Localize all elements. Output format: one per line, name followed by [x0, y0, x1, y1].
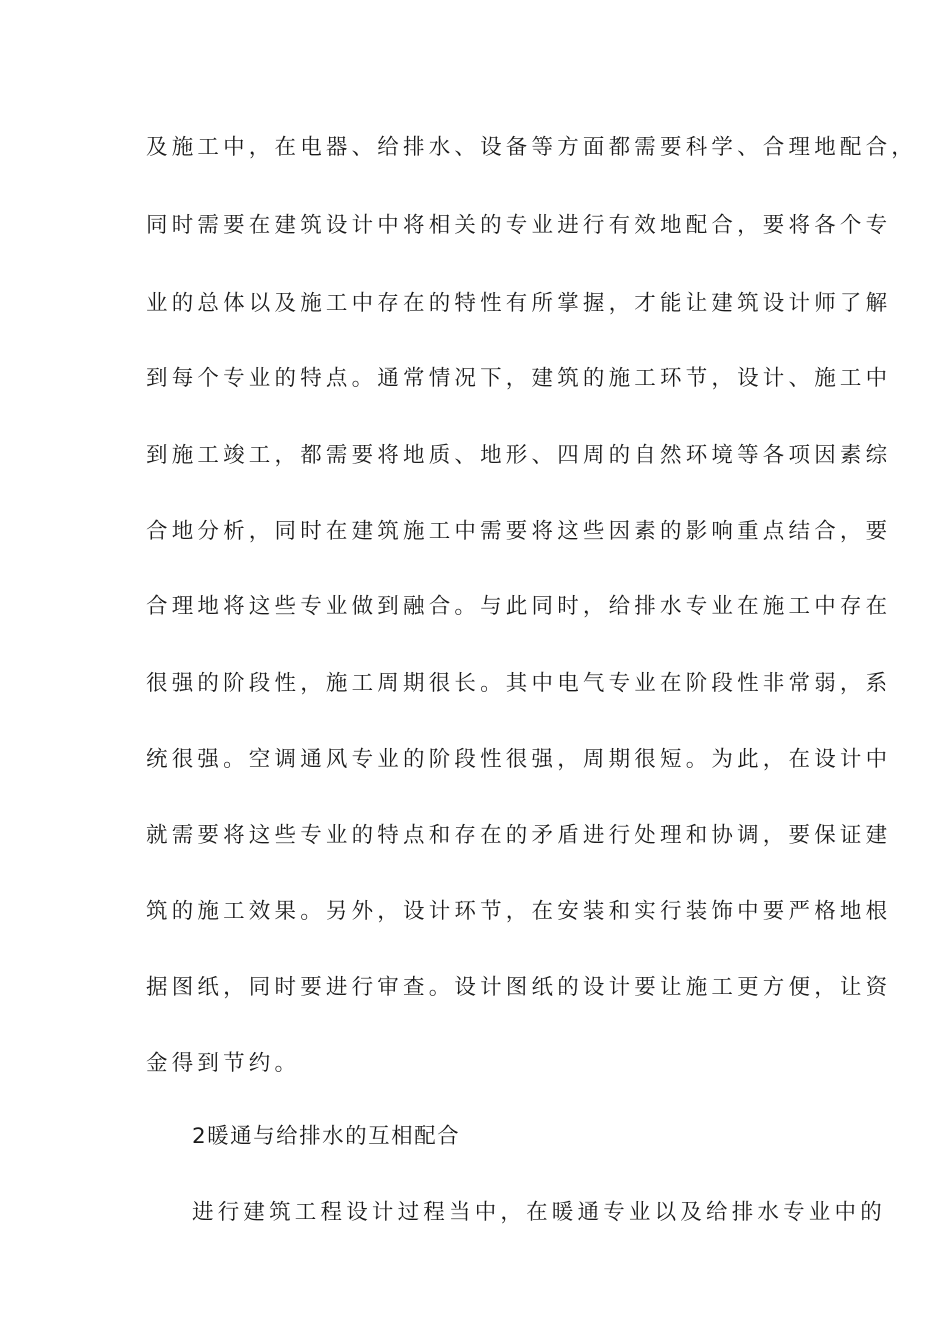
- body-text-line: 及施工中，在电器、给排水、设备等方面都需要科学、合理地配合，: [146, 135, 918, 160]
- body-text-line: 很强的阶段性，施工周期很长。其中电气专业在阶段性非常弱，系: [146, 671, 892, 696]
- body-text-line: 就需要将这些专业的特点和存在的矛盾进行处理和协调，要保证建: [146, 823, 892, 848]
- body-text-line: 合理地将这些专业做到融合。与此同时，给排水专业在施工中存在: [146, 594, 892, 619]
- body-text-line: 筑的施工效果。另外，设计环节，在安装和实行装饰中要严格地根: [146, 899, 892, 924]
- body-text-line: 合地分析，同时在建筑施工中需要将这些因素的影响重点结合，要: [146, 519, 892, 544]
- body-text-line: 金得到节约。: [146, 1051, 301, 1076]
- section-heading: 2暖通与给排水的互相配合: [192, 1124, 461, 1149]
- body-text-line: 到每个专业的特点。通常情况下，建筑的施工环节，设计、施工中: [146, 366, 892, 391]
- body-text-line: 进行建筑工程设计过程当中，在暖通专业以及给排水专业中的: [192, 1200, 886, 1225]
- body-text-line: 统很强。空调通风专业的阶段性很强，周期很短。为此，在设计中: [146, 747, 892, 772]
- body-text-line: 同时需要在建筑设计中将相关的专业进行有效地配合，要将各个专: [146, 213, 892, 238]
- body-text-line: 业的总体以及施工中存在的特性有所掌握，才能让建筑设计师了解: [146, 291, 892, 316]
- body-text-line: 据图纸，同时要进行审查。设计图纸的设计要让施工更方便，让资: [146, 975, 892, 1000]
- body-text-line: 到施工竣工，都需要将地质、地形、四周的自然环境等各项因素综: [146, 443, 892, 468]
